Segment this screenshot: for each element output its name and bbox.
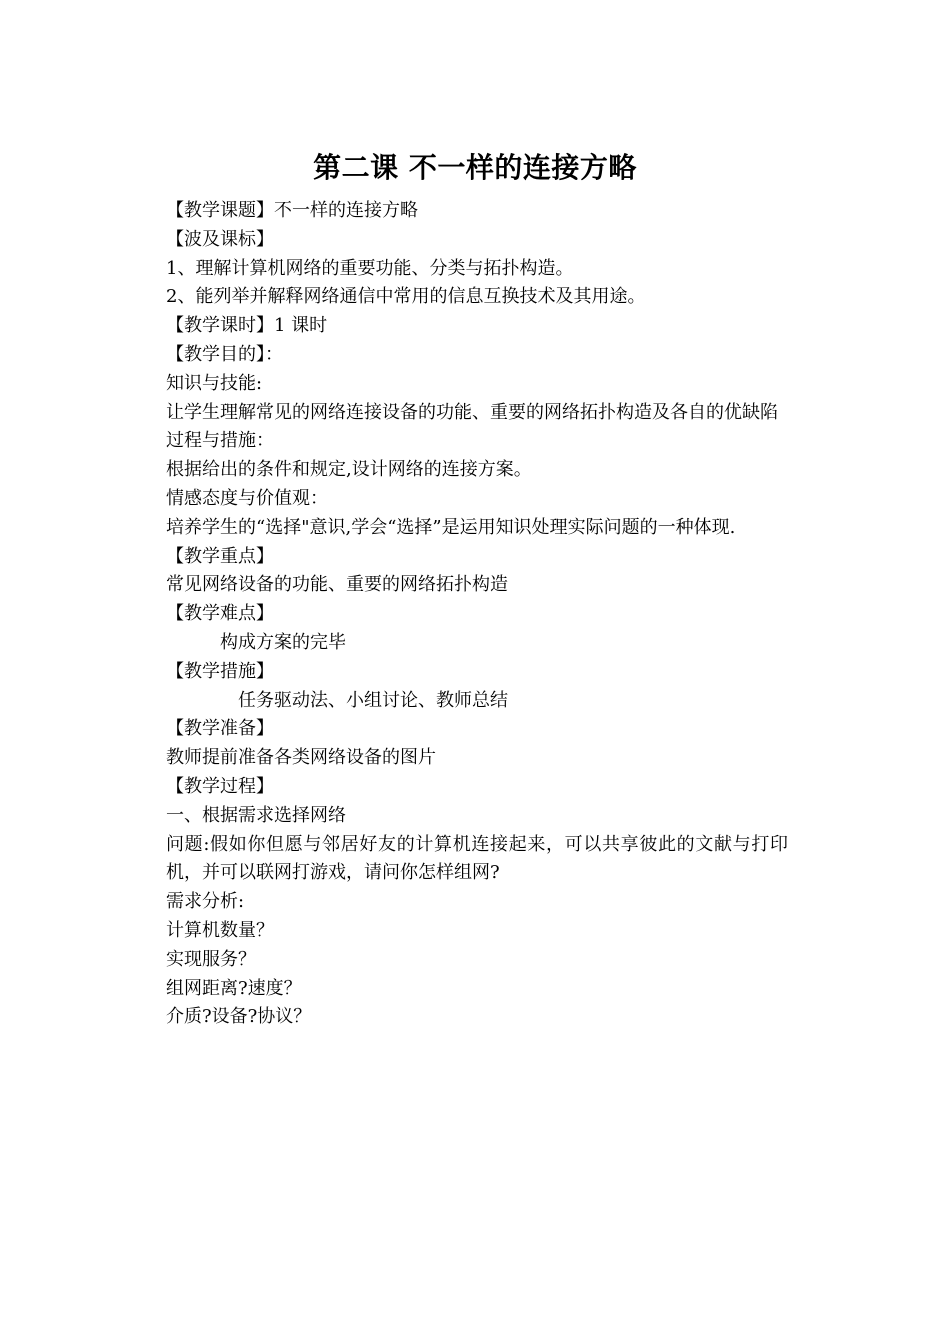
text-line: 实现服务？ [166, 948, 256, 970]
section-heading: 【教学准备】 [166, 718, 274, 740]
text-line: 【教学课时】1 课时 [166, 315, 328, 337]
text-line: 2、能列举并解释网络通信中常用的信息互换技术及其用途。 [166, 286, 646, 308]
document-title: 第二课 不一样的连接方略 [313, 151, 637, 184]
section-heading: 【波及课标】 [166, 228, 274, 250]
text-line: 过程与措施： [166, 430, 274, 452]
section-heading: 【教学重点】 [166, 545, 274, 567]
text-line: 【教学课题】不一样的连接方略 [166, 200, 418, 221]
text-paragraph: 让学生理解常见的网络连接设备的功能、重要的网络拓扑构造及各自的优缺陷 [166, 401, 778, 423]
text-line: 一、根据需求选择网络 [166, 804, 346, 826]
text-line: 教师提前准备各类网络设备的图片 [166, 747, 436, 769]
text-line: 介质?设备?协议？ [166, 1006, 312, 1028]
text-line: 常见网络设备的功能、重要的网络拓扑构造 [166, 574, 508, 596]
text-line: 任务驱动法、小组讨论、教师总结 [238, 689, 508, 711]
section-heading: 【教学难点】 [166, 603, 274, 625]
text-line: 根据给出的条件和规定,设计网络的连接方案。 [166, 459, 532, 481]
text-paragraph: 培养学生的“选择"意识,学会“选择”是运用知识处理实际问题的一种体现. [166, 516, 736, 538]
text-line: 计算机数量？ [166, 919, 274, 941]
text-line: 1、理解计算机网络的重要功能、分类与拓扑构造。 [166, 257, 574, 279]
text-paragraph: 问题:假如你但愿与邻居好友的计算机连接起来，可以共享彼此的文献与打印机，并可以联网打游戏，请问你怎样组网? [166, 833, 788, 884]
text-line: 情感态度与价值观： [166, 487, 328, 509]
section-heading: 【教学措施】 [166, 660, 274, 682]
section-heading: 【教学目的】： [166, 343, 283, 365]
section-heading: 【教学过程】 [166, 775, 274, 797]
text-line: 知识与技能: [166, 372, 263, 394]
text-line: 组网距离?速度？ [166, 977, 302, 999]
text-line: 构成方案的完毕 [220, 631, 346, 653]
text-line: 需求分析: [166, 891, 245, 913]
document-body [166, 197, 788, 1032]
